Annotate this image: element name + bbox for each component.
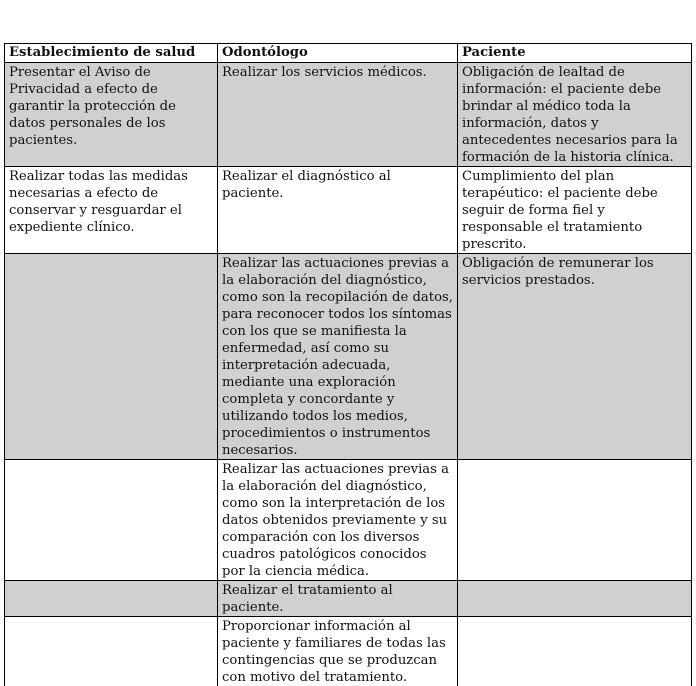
obligations-table [4,43,692,686]
table-row [5,167,692,254]
cell-odontologo: Realizar el diagnóstico al paciente. [218,167,458,254]
cell-paciente [458,581,692,617]
cell-odontologo: Proporcionar información al paciente y familiares de todas las contingencias que se produzcan con motivo del tratamiento. [218,617,458,686]
header-odontologo: Odontólogo [218,44,458,63]
cell-odontologo: Realizar el tratamiento al paciente. [218,581,458,617]
cell-paciente: Obligación de remunerar los servicios prestados. [458,254,692,460]
cell-establecimiento [5,617,218,686]
table-row [5,460,692,581]
cell-establecimiento: Presentar el Aviso de Privacidad a efecto de garantir la protección de datos personales de los pacientes. [5,63,218,167]
cell-paciente: Cumplimiento del plan terapéutico: el paciente debe seguir de forma fiel y responsable el tratamiento prescrito. [458,167,692,254]
table-row [5,254,692,460]
header-establecimiento: Establecimiento de salud [5,44,218,63]
cell-odontologo: Realizar las actuaciones previas a la elaboración del diagnóstico, como son la recopilación de datos, para reconocer todos los síntomas con los que se manifiesta la enfermedad, así como su interpretación adecuada, mediante una exploración completa y concordante y utilizando todos los medios, procedimientos o instrumentos necesarios. [218,254,458,460]
cell-establecimiento [5,460,218,581]
cell-paciente [458,617,692,686]
table-header-row [5,44,692,63]
table-row [5,617,692,686]
cell-establecimiento: Realizar todas las medidas necesarias a efecto de conservar y resguardar el expediente clínico. [5,167,218,254]
header-paciente: Paciente [458,44,692,63]
cell-odontologo: Realizar las actuaciones previas a la elaboración del diagnóstico, como son la interpretación de los datos obtenidos previamente y su comparación con los diversos cuadros patológicos conocidos por la ciencia médica. [218,460,458,581]
cell-establecimiento [5,254,218,460]
table-row [5,581,692,617]
cell-odontologo: Realizar los servicios médicos. [218,63,458,167]
cell-paciente: Obligación de lealtad de información: el paciente debe brindar al médico toda la información, datos y antecedentes necesarios para la formación de la historia clínica. [458,63,692,167]
cell-establecimiento [5,581,218,617]
table-row [5,63,692,167]
cell-paciente [458,460,692,581]
